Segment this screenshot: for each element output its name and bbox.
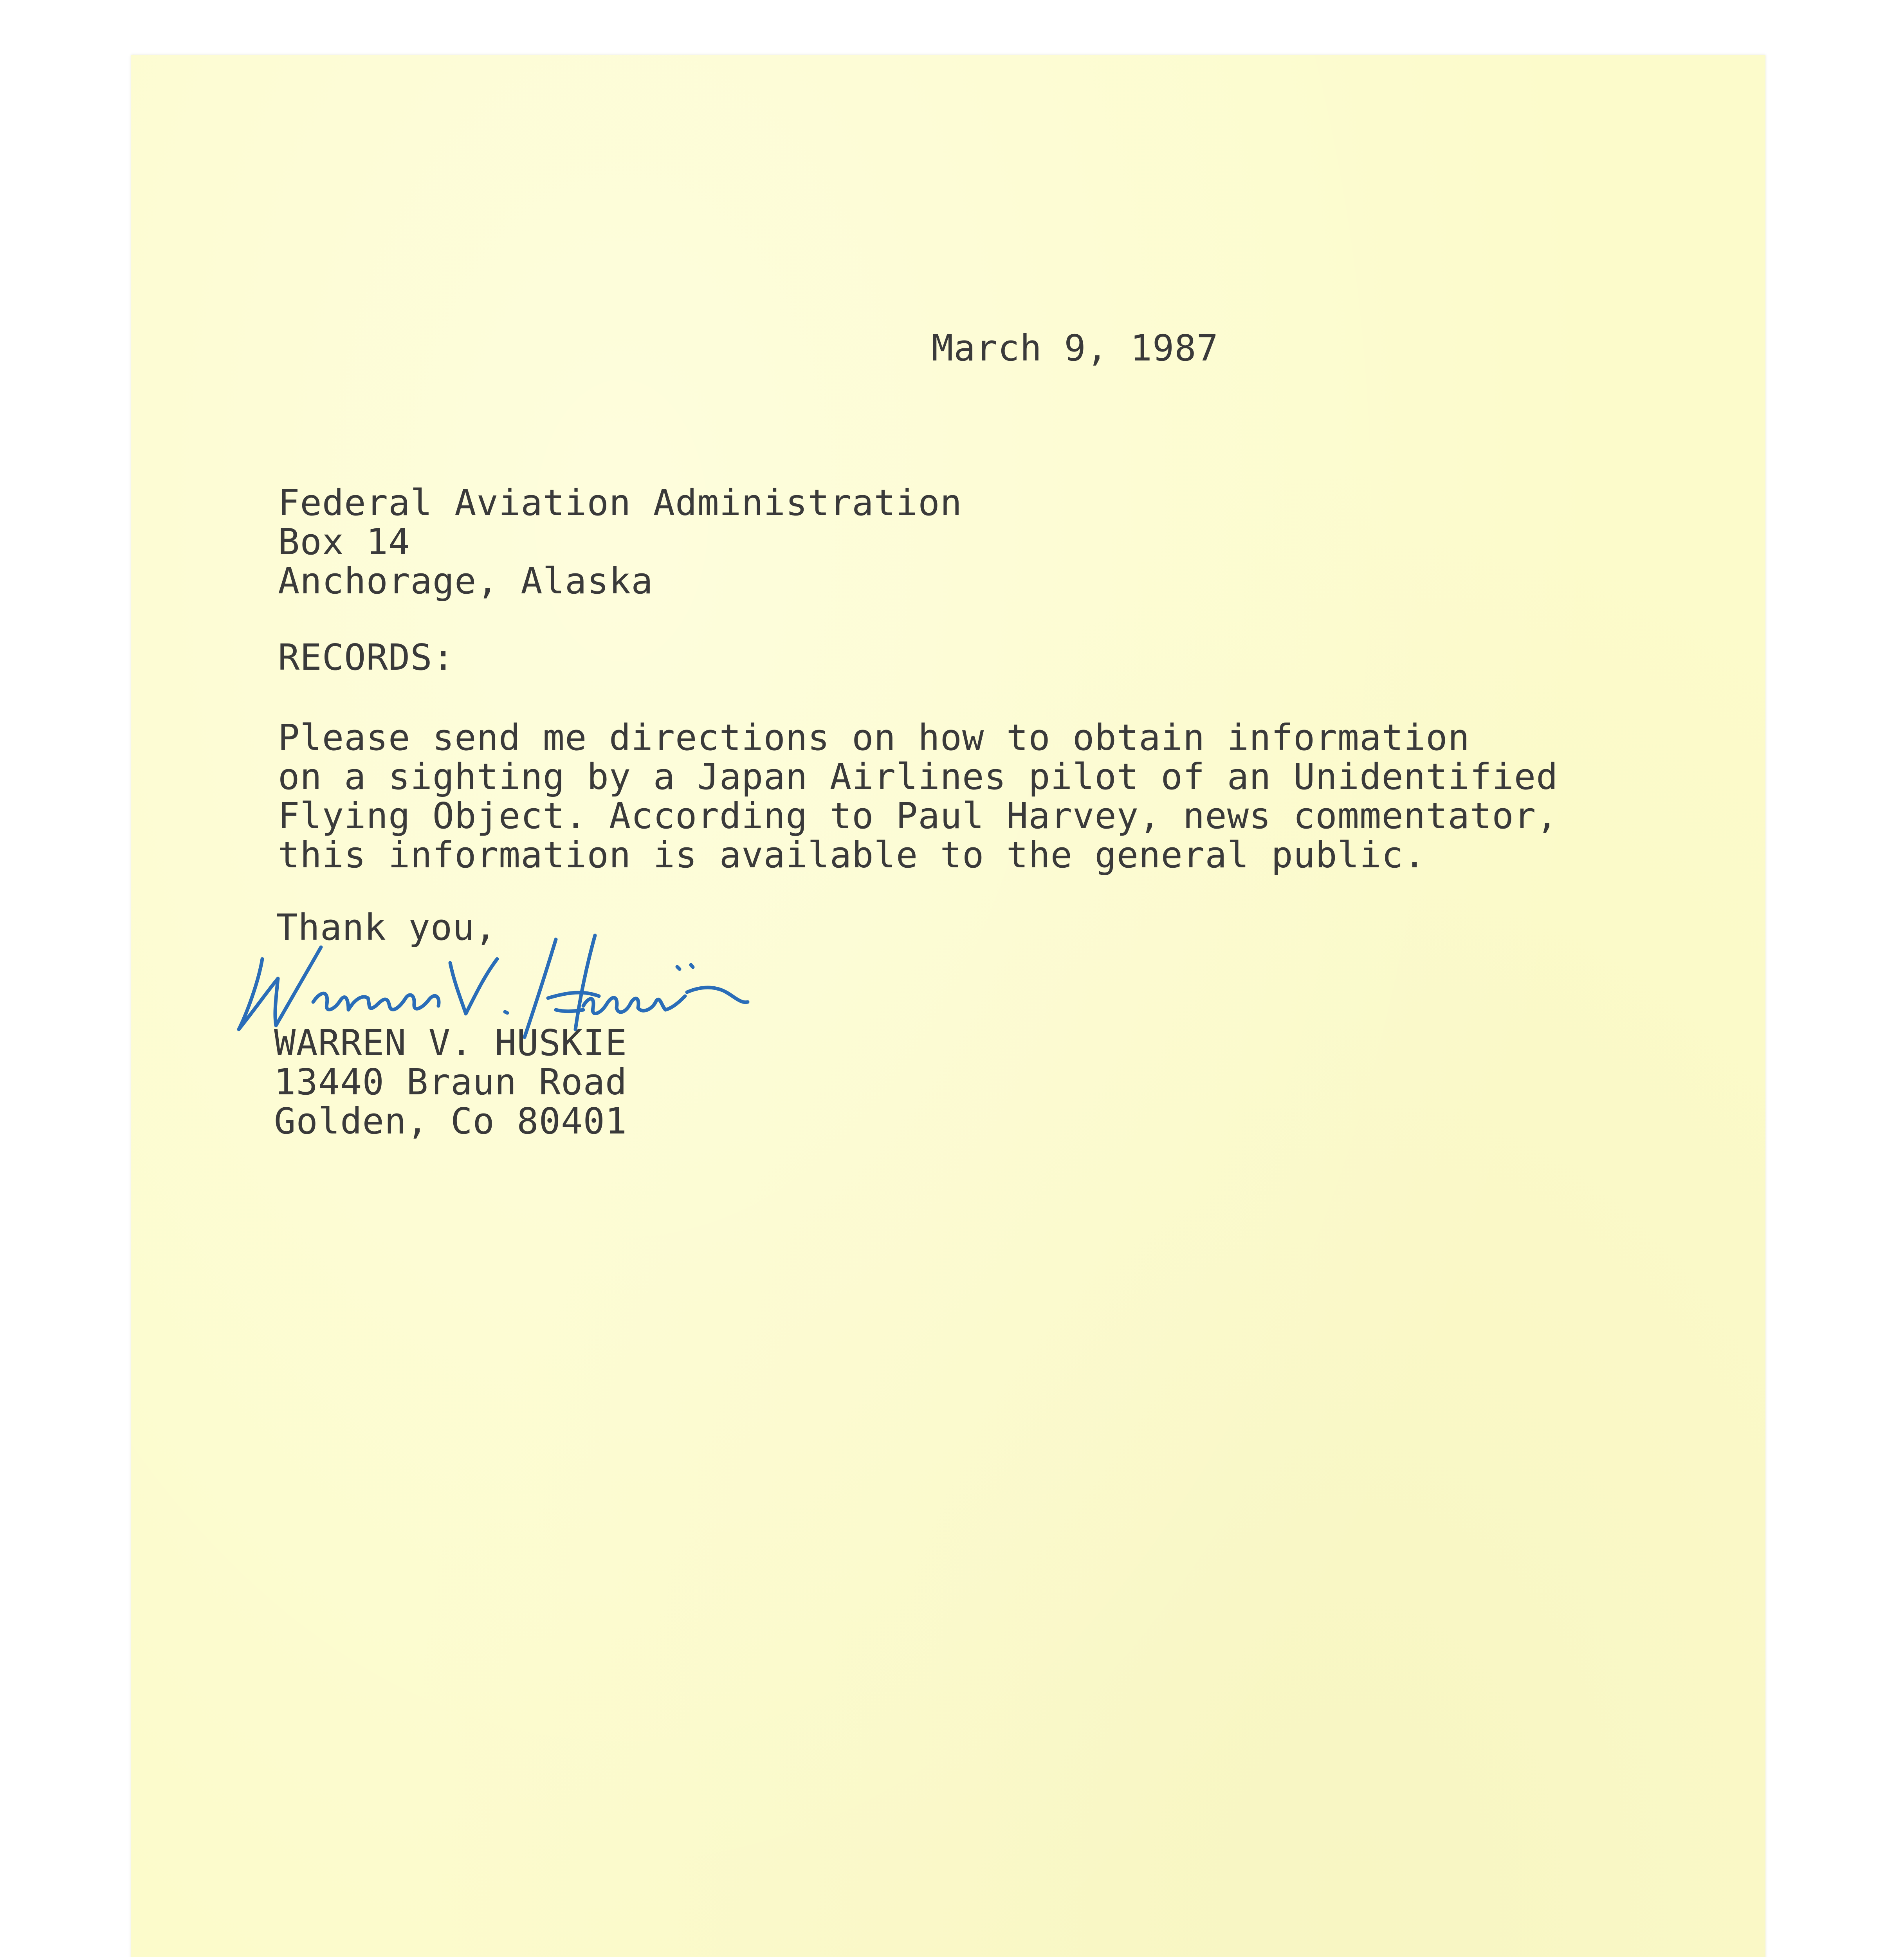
body-line-1: Please send me directions on how to obtain information [278, 717, 1470, 759]
sender-street: 13440 Braun Road [274, 1061, 627, 1103]
sender-name: WARREN V. HUSKIE [274, 1022, 627, 1064]
salutation: RECORDS: [278, 636, 455, 678]
body-line-4: this information is available to the general public. [278, 834, 1426, 876]
recipient-line-2: Box 14 [278, 521, 411, 563]
body-line-2: on a sighting by a Japan Airlines pilot of an Unidentified [278, 756, 1558, 798]
letter-date: March 9, 1987 [932, 327, 1219, 369]
sender-city: Golden, Co 80401 [274, 1100, 627, 1142]
closing: Thank you, [276, 906, 497, 948]
recipient-line-3: Anchorage, Alaska [278, 560, 653, 602]
body-line-3: Flying Object. According to Paul Harvey, news commentator, [278, 795, 1558, 837]
recipient-line-1: Federal Aviation Administration [278, 482, 963, 524]
